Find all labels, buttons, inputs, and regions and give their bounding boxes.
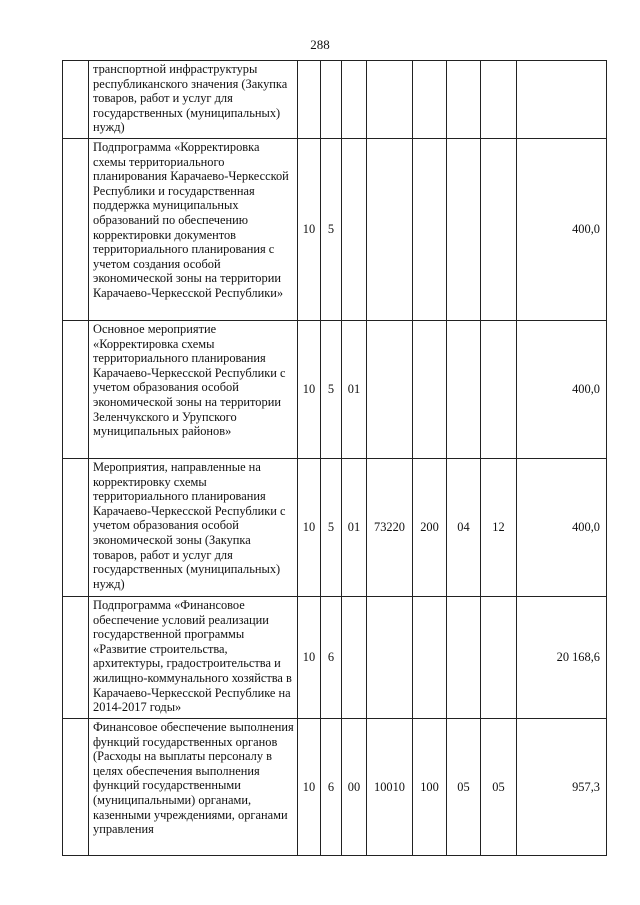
- section-code: 10: [298, 321, 321, 459]
- code-column-1: [447, 139, 481, 321]
- section-code: 10: [298, 459, 321, 597]
- subsection-code: 6: [321, 719, 342, 856]
- direction-code: [367, 597, 413, 719]
- code-column-2: [481, 597, 517, 719]
- direction-code: [367, 139, 413, 321]
- amount-cell: 400,0: [517, 139, 607, 321]
- code-column-1: [447, 61, 481, 139]
- blank-cell: [63, 321, 89, 459]
- blank-cell: [63, 597, 89, 719]
- section-code: 10: [298, 719, 321, 856]
- amount-cell: 957,3: [517, 719, 607, 856]
- amount-cell: 20 168,6: [517, 597, 607, 719]
- expense-type-code: [413, 321, 447, 459]
- subsection-code: 5: [321, 139, 342, 321]
- subsection-code: 5: [321, 321, 342, 459]
- amount-cell: [517, 61, 607, 139]
- table-row: [63, 321, 607, 459]
- program-code: [342, 61, 367, 139]
- code-column-1: [447, 597, 481, 719]
- budget-table: [62, 60, 607, 856]
- direction-code: [367, 321, 413, 459]
- direction-code: 10010: [367, 719, 413, 856]
- table-row: [63, 597, 607, 719]
- blank-cell: [63, 459, 89, 597]
- code-column-2: [481, 61, 517, 139]
- table-row: [63, 139, 607, 321]
- program-code: 01: [342, 321, 367, 459]
- expense-type-code: [413, 597, 447, 719]
- subsection-code: 6: [321, 597, 342, 719]
- code-column-2: 05: [481, 719, 517, 856]
- amount-cell: 400,0: [517, 321, 607, 459]
- expense-type-code: [413, 61, 447, 139]
- row-name: Подпрограмма «Финансовое обеспечение условий реализации государственной программы «Развитие строительства, архитектуры, градостроительства и жилищно-коммунального хозяйства в Карачаево-Черкесской Республике на 2014-2017 годы»: [89, 597, 298, 719]
- section-code: [298, 61, 321, 139]
- expense-type-code: [413, 139, 447, 321]
- code-column-1: 04: [447, 459, 481, 597]
- subsection-code: 5: [321, 459, 342, 597]
- blank-cell: [63, 719, 89, 856]
- code-column-1: 05: [447, 719, 481, 856]
- blank-cell: [63, 139, 89, 321]
- program-code: 00: [342, 719, 367, 856]
- program-code: [342, 139, 367, 321]
- code-column-2: [481, 139, 517, 321]
- page-number: 288: [310, 37, 330, 52]
- row-name: Основное мероприятие «Корректировка схемы территориального планирования Карачаево-Черкесской Республики с учетом образования особой экономической зоны на территории Зеленчукского и Урупского муниципальных районов»: [89, 321, 298, 459]
- expense-type-code: 200: [413, 459, 447, 597]
- code-column-2: [481, 321, 517, 459]
- subsection-code: [321, 61, 342, 139]
- direction-code: 73220: [367, 459, 413, 597]
- code-column-1: [447, 321, 481, 459]
- row-name: Подпрограмма «Корректировка схемы территориального планирования Карачаево-Черкесской Республики и государственная поддержка муниципальных образований по обеспечению корректировки документов территориального планирования с учетом создания особой экономической зоны на территории Карачаево-Черкесской Республики»: [89, 139, 298, 321]
- table-row: [63, 61, 607, 139]
- table-row: [63, 719, 607, 856]
- row-name: Мероприятия, направленные на корректировку схемы территориального планирования Карачаево-Черкесской Республики с учетом образования особой экономической зоны (Закупка товаров, работ и услуг для государственных (муниципальных) нужд): [89, 459, 298, 597]
- table-row: [63, 459, 607, 597]
- program-code: [342, 597, 367, 719]
- row-name: транспортной инфраструктуры республиканского значения (Закупка товаров, работ и услуг для государственных (муниципальных) нужд): [89, 61, 298, 139]
- direction-code: [367, 61, 413, 139]
- program-code: 01: [342, 459, 367, 597]
- blank-cell: [63, 61, 89, 139]
- amount-cell: 400,0: [517, 459, 607, 597]
- expense-type-code: 100: [413, 719, 447, 856]
- code-column-2: 12: [481, 459, 517, 597]
- section-code: 10: [298, 597, 321, 719]
- section-code: 10: [298, 139, 321, 321]
- row-name: Финансовое обеспечение выполнения функций государственных органов (Расходы на выплаты персоналу в целях обеспечения выполнения функций государственными (муниципальными) органами, казенными учреждениями, органами управления: [89, 719, 298, 856]
